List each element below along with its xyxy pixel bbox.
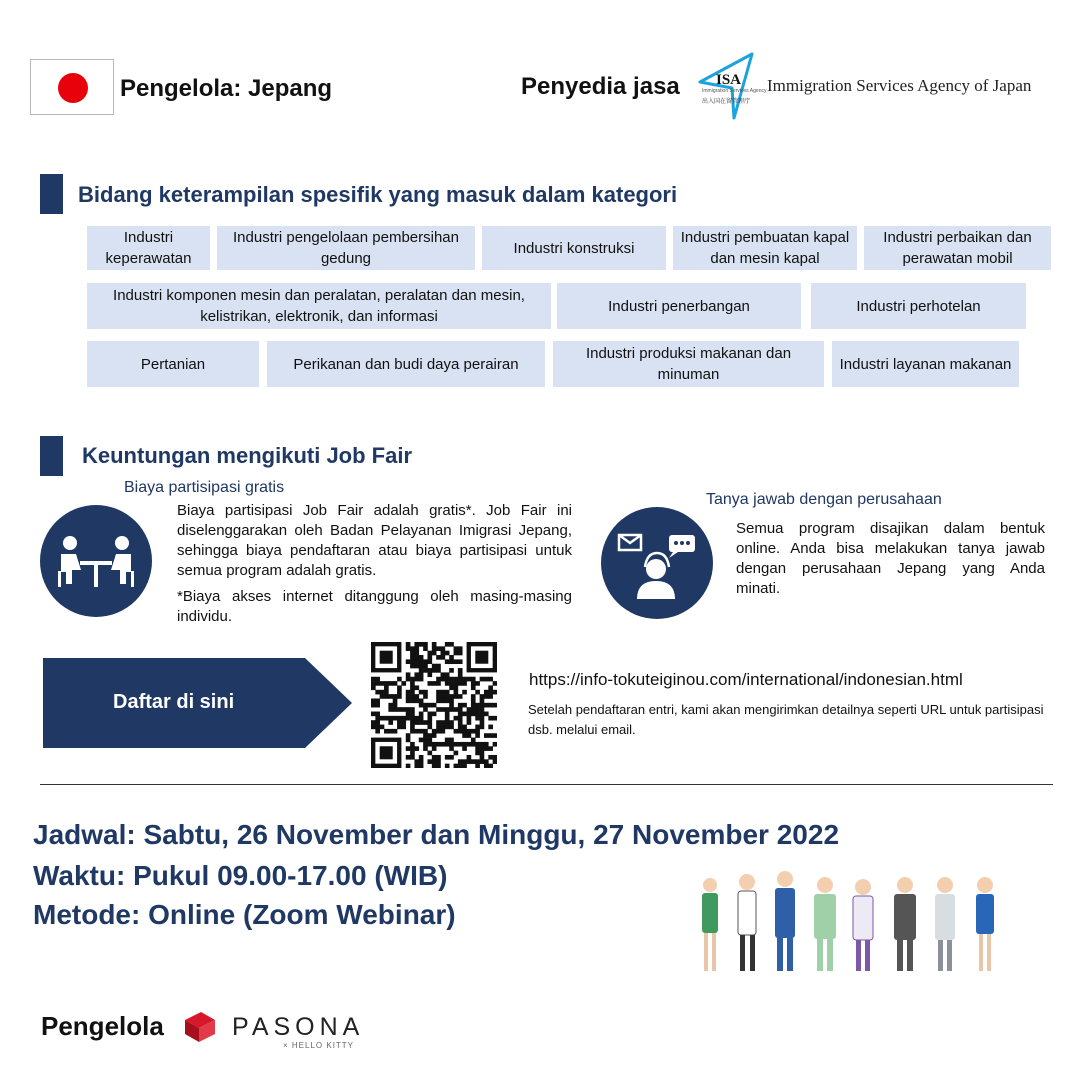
pasona-brand-sub: × HELLO KITTY — [283, 1041, 355, 1050]
qa-heading: Tanya jawab dengan perusahaan — [706, 491, 942, 508]
register-url[interactable]: https://info-tokuteiginou.com/international/indonesian.html — [529, 670, 963, 689]
isa-name: Immigration Services Agency of Japan — [767, 76, 1032, 95]
schedule-time: Waktu: Pukul 09.00-17.00 (WIB) — [33, 860, 448, 891]
register-button[interactable] — [43, 658, 352, 748]
category-box: Perikanan dan budi daya perairan — [267, 341, 545, 387]
qa-text: Semua program disajikan dalam bentuk online. Anda bisa melakukan tanya jawab dengan perusahaan Jepang yang Anda minati. — [736, 520, 1045, 597]
footer-operator-label: Pengelola — [41, 1011, 164, 1041]
qr-code[interactable] — [371, 642, 497, 768]
register-note: Setelah pendaftaran entri, kami akan mengirimkan detailnya seperti URL untuk partisipasi dsb. melalui email. — [528, 702, 1044, 737]
section-marker — [40, 436, 63, 476]
section-marker — [40, 174, 63, 214]
category-box: Industri keperawatan — [87, 226, 210, 270]
workers-illustration — [695, 865, 1055, 980]
pasona-logo-icon — [183, 1010, 217, 1044]
japan-flag-icon — [30, 59, 114, 115]
chat-icon — [601, 507, 713, 619]
meeting-icon — [40, 505, 152, 617]
fee-heading: Biaya partisipasi gratis — [124, 479, 285, 496]
category-box: Pertanian — [87, 341, 259, 387]
benefits-title: Keuntungan mengikuti Job Fair — [82, 443, 413, 468]
category-box: Industri produksi makanan dan minuman — [553, 341, 824, 387]
fee-note: *Biaya akses internet ditanggung oleh masing-masing individu. — [177, 588, 572, 625]
category-box: Industri perbaikan dan perawatan mobil — [864, 226, 1051, 270]
operator-label: Pengelola: Jepang — [120, 75, 333, 102]
category-box: Industri penerbangan — [557, 283, 801, 329]
category-box: Industri perhotelan — [811, 283, 1026, 329]
category-box: Industri konstruksi — [482, 226, 666, 270]
schedule-method: Metode: Online (Zoom Webinar) — [33, 899, 456, 930]
category-box: Industri layanan makanan — [832, 341, 1019, 387]
fee-text: Biaya partisipasi Job Fair adalah gratis*. Job Fair ini diselenggarakan oleh Badan Pelayanan Imigrasi Jepang, sehingga biaya pendaftaran atau biaya partisipasi untuk semua program adalah gratis. — [177, 502, 572, 579]
schedule-date: Jadwal: Sabtu, 26 November dan Minggu, 27 November 2022 — [33, 819, 840, 850]
provider-label: Penyedia jasa — [521, 73, 680, 100]
isa-logo-icon: ISA Immigration Services Agency 出入国在留管理庁 — [692, 52, 767, 120]
category-box: Industri pengelolaan pembersihan gedung — [217, 226, 475, 270]
categories-title: Bidang keterampilan spesifik yang masuk dalam kategori — [78, 182, 678, 207]
category-box: Industri komponen mesin dan peralatan, peralatan dan mesin, kelistrikan, elektronik, dan informasi — [87, 283, 551, 329]
divider — [40, 784, 1053, 785]
register-button-label: Daftar di sini — [113, 691, 235, 713]
pasona-brand: PASONA — [232, 1013, 365, 1041]
category-box: Industri pembuatan kapal dan mesin kapal — [673, 226, 857, 270]
